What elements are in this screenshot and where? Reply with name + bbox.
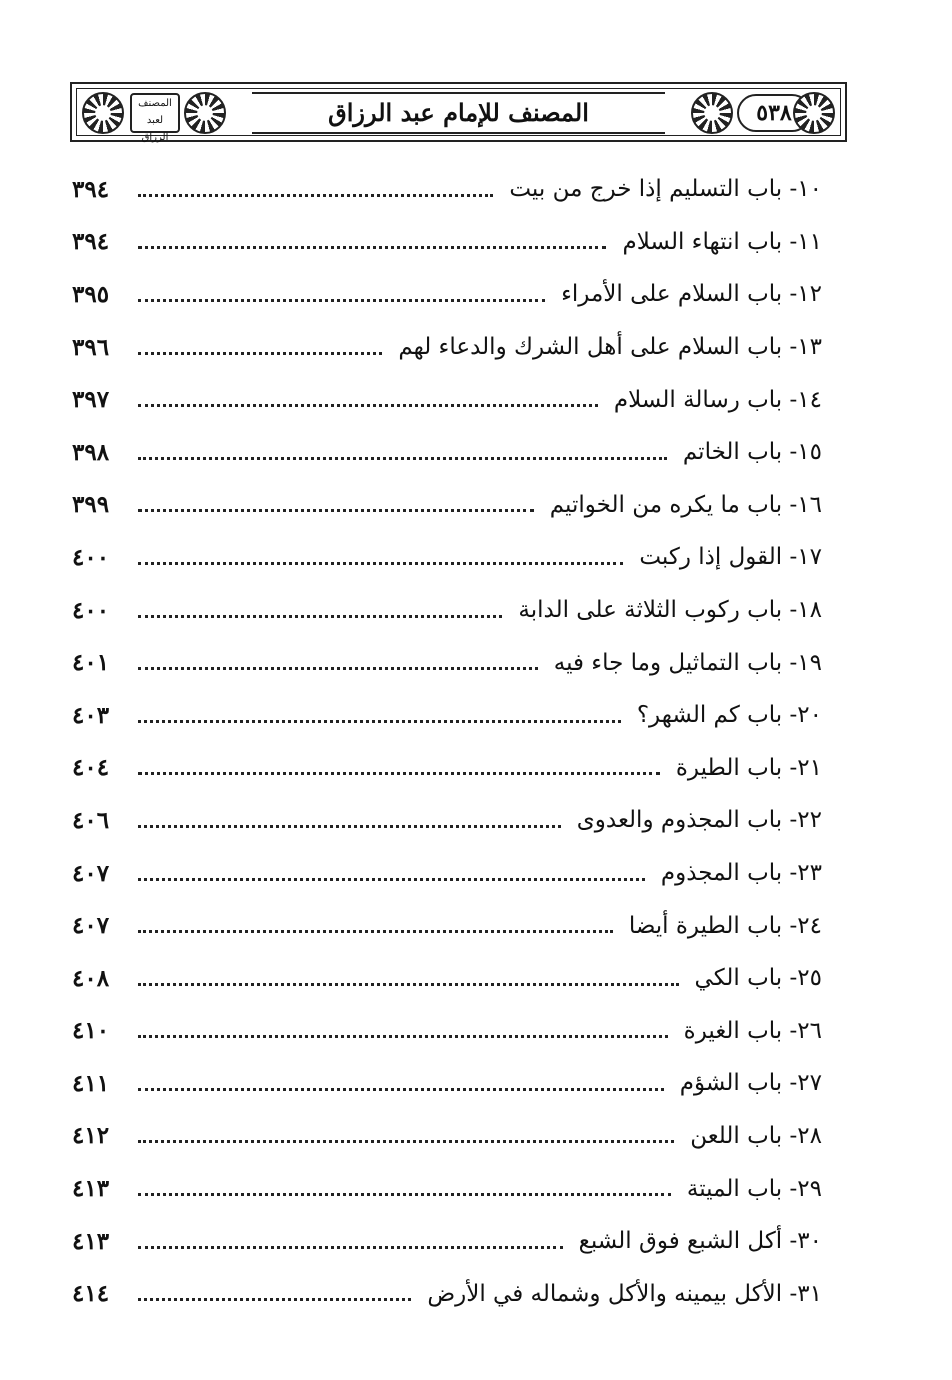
toc-leader-dots — [138, 718, 621, 723]
toc-entry-page: ٣٩٤ — [72, 228, 110, 256]
toc-entry-page: ٣٩٨ — [72, 438, 110, 466]
toc-entry-page: ٣٩٧ — [72, 386, 110, 414]
toc-entry-title: ١١- باب انتهاء السلام — [622, 228, 822, 255]
toc-leader-dots — [138, 1033, 668, 1038]
toc-leader-dots — [138, 1296, 411, 1301]
toc-entry-title: ٢٣- باب المجذوم — [660, 860, 822, 887]
toc-leader-dots — [138, 350, 382, 355]
ornament-icon — [82, 92, 124, 134]
toc-entry — [72, 1215, 822, 1268]
toc-entry — [72, 1005, 822, 1058]
toc-entry — [72, 584, 822, 637]
toc-entry-title: ٢٤- باب الطيرة أيضا — [628, 912, 822, 939]
toc-entry-title: ١٣- باب السلام على أهل الشرك والدعاء لهم — [398, 334, 822, 361]
toc-leader-dots — [138, 507, 534, 512]
toc-leader-dots — [138, 876, 645, 881]
toc-entry-title: ٢٧- باب الشؤم — [679, 1070, 822, 1097]
toc-entry — [72, 1110, 822, 1163]
toc-entry-title: ٢٥- باب الكي — [694, 965, 822, 992]
toc-entry-page: ٤٠١ — [72, 649, 110, 677]
toc-entry-page: ٤١٣ — [72, 1227, 110, 1255]
toc-leader-dots — [138, 244, 606, 249]
ornament-icon — [691, 92, 733, 134]
ornament-icon — [793, 92, 835, 134]
toc-entry-title: ١٨- باب ركوب الثلاثة على الدابة — [518, 597, 822, 624]
toc-entry-title: ١٦- باب ما يكره من الخواتيم — [549, 491, 822, 518]
toc-entry-page: ٤١٣ — [72, 1175, 110, 1203]
toc-entry-page: ٤١٠ — [72, 1017, 110, 1045]
toc-entry — [72, 847, 822, 900]
toc-entry-page: ٤٠٨ — [72, 964, 110, 992]
toc-entry — [72, 952, 822, 1005]
toc-entry-title: ٣٠- أكل الشبع فوق الشبع — [578, 1228, 822, 1255]
toc-leader-dots — [138, 297, 545, 302]
page-number: ٥٣٨ — [737, 94, 811, 132]
toc-entry-page: ٤١١ — [72, 1069, 110, 1097]
toc-entry-page: ٤٠٠ — [72, 543, 110, 571]
toc-leader-dots — [138, 981, 679, 986]
toc-entry-title: ٢٩- باب الميتة — [686, 1175, 822, 1202]
toc-entry — [72, 899, 822, 952]
toc-entry-title: ١٥- باب الخاتم — [682, 439, 822, 466]
toc-entry-title: ١٧- القول إذا ركبت — [639, 544, 822, 571]
toc-entry — [72, 1267, 822, 1320]
toc-entry — [72, 531, 822, 584]
toc-entry — [72, 636, 822, 689]
toc-entry-page: ٤١٢ — [72, 1122, 110, 1150]
toc-leader-dots — [138, 1244, 563, 1249]
ornament-icon — [184, 92, 226, 134]
toc-entry — [72, 163, 822, 216]
toc-leader-dots — [138, 192, 493, 197]
toc-entry-page: ٤٠٤ — [72, 754, 110, 782]
toc-entry — [72, 321, 822, 374]
toc-entry — [72, 268, 822, 321]
toc-entry — [72, 1162, 822, 1215]
toc-leader-dots — [138, 665, 538, 670]
page-header — [70, 82, 847, 142]
toc-leader-dots — [138, 402, 598, 407]
toc-entry-title: ١٢- باب السلام على الأمراء — [561, 281, 822, 308]
toc-entry-title: ١٤- باب رسالة السلام — [613, 386, 822, 413]
toc-entry-page: ٤١٤ — [72, 1280, 110, 1308]
toc-entry-title: ١٩- باب التماثيل وما جاء فيه — [553, 649, 822, 676]
toc-leader-dots — [138, 1138, 674, 1143]
table-of-contents — [72, 163, 822, 1320]
toc-entry-title: ٢١- باب الطيرة — [675, 754, 822, 781]
toc-entry-page: ٣٩٦ — [72, 333, 110, 361]
toc-leader-dots — [138, 1086, 664, 1091]
toc-entry-page: ٣٩٥ — [72, 280, 110, 308]
toc-leader-dots — [138, 455, 667, 460]
toc-entry-page: ٤٠٦ — [72, 806, 110, 834]
toc-entry — [72, 479, 822, 532]
toc-entry-title: ١٠- باب التسليم إذا خرج من بيت — [509, 176, 822, 203]
toc-entry-page: ٤٠٠ — [72, 596, 110, 624]
toc-entry — [72, 742, 822, 795]
toc-entry — [72, 373, 822, 426]
toc-entry-title: ٢٢- باب المجذوم والعدوى — [576, 807, 822, 834]
toc-leader-dots — [138, 560, 623, 565]
book-seal: المصنف لعبد الرزاق — [130, 93, 180, 133]
toc-entry-title: ٣١- الأكل بيمينه والأكل وشماله في الأرض — [427, 1280, 822, 1307]
toc-entry — [72, 794, 822, 847]
toc-entry-page: ٤٠٧ — [72, 859, 110, 887]
toc-entry — [72, 426, 822, 479]
toc-entry-page: ٤٠٣ — [72, 701, 110, 729]
toc-entry — [72, 216, 822, 269]
toc-entry-title: ٢٠- باب كم الشهر؟ — [636, 702, 822, 729]
toc-entry — [72, 1057, 822, 1110]
toc-leader-dots — [138, 823, 561, 828]
toc-leader-dots — [138, 928, 613, 933]
toc-entry-page: ٣٩٤ — [72, 175, 110, 203]
toc-entry — [72, 689, 822, 742]
toc-entry-page: ٣٩٩ — [72, 491, 110, 519]
toc-leader-dots — [138, 770, 660, 775]
running-title: المصنف للإمام عبد الرزاق — [252, 92, 665, 134]
toc-leader-dots — [138, 613, 502, 618]
toc-leader-dots — [138, 1191, 671, 1196]
toc-entry-page: ٤٠٧ — [72, 912, 110, 940]
toc-entry-title: ٢٨- باب اللعن — [690, 1122, 822, 1149]
toc-entry-title: ٢٦- باب الغيرة — [683, 1017, 822, 1044]
